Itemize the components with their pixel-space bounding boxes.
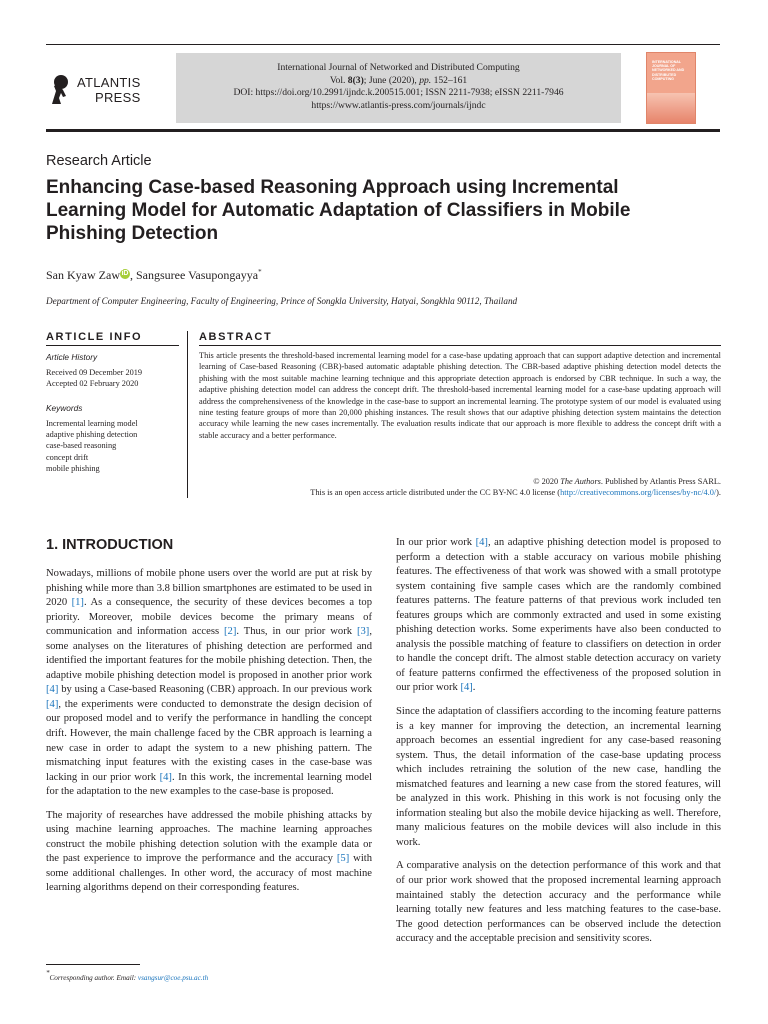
- paragraph: [46, 809, 372, 896]
- body-column-left: [46, 567, 372, 905]
- doi-line[interactable]: DOI: https://doi.org/10.2991/ijndc.k.200515.001; ISSN 2211-7938; eISSN 2211-7946: [233, 87, 564, 98]
- keyword: adaptive phishing detection: [46, 430, 138, 440]
- paragraph: A comparative analysis on the detection performance of this work and that of our prior work showed that the proposed incremental learning approach maintained stably the detection accuracy and the performance while learning totally new features and less matching features to the case-base. The good detection performances can be observed include the detection accuracy and the acceptable precision and sensitivity scores.: [396, 860, 721, 945]
- keyword: Incremental learning model: [46, 419, 138, 428]
- author-name[interactable]: San Kyaw Zaw: [46, 268, 120, 282]
- citation-link[interactable]: [3]: [356, 626, 370, 638]
- abstract-rule: [199, 345, 721, 346]
- volume-number: 8: [347, 74, 353, 86]
- copyright-year: © 2020: [533, 477, 561, 486]
- column-divider: [187, 331, 188, 498]
- article-info-rule: [46, 345, 179, 346]
- citation-link[interactable]: [4]: [460, 682, 473, 694]
- received-date: Received 09 December 2019: [46, 368, 143, 377]
- text-run: , some analyses on the literatures of phishing detection are performed and identified the important features for the mobile phishing detection. Then, the adaptive mobile phishing detection model is proposed in another prior work: [46, 626, 372, 681]
- abstract-heading: ABSTRACT: [199, 331, 273, 343]
- footnote-mark: *: [46, 969, 50, 977]
- paper-title: Enhancing Case-based Reasoning Approach using Incremental Learning Model for Automatic Adaptation of Classifiers in Mobile Phishing Detection: [46, 177, 631, 244]
- pages-label: pp.: [419, 74, 432, 86]
- article-info-heading: ARTICLE INFO: [46, 331, 143, 343]
- license-close: ).: [716, 488, 721, 498]
- accepted-date: Accepted 02 February 2020: [46, 379, 139, 389]
- volume-line: [176, 75, 621, 88]
- article-history-label: Article History: [46, 352, 98, 362]
- text-run: In our prior work: [396, 537, 476, 548]
- issue-number: (3): [352, 74, 364, 86]
- volume-prefix: Vol.: [329, 74, 348, 86]
- footnote-label: Corresponding author. Email:: [49, 974, 138, 982]
- license-text: This is an open access article distributed under the CC BY-NC 4.0 license (: [310, 488, 561, 498]
- copyright-publisher: . Published by Atlantis Press SARL.: [600, 477, 721, 486]
- license-line: [199, 487, 721, 498]
- text-run: Nowadays, millions of mobile phone users over the world are put at risk by phishing while more than 3.8 billion smartphones are estimated to be used in 2020: [46, 568, 372, 609]
- section-heading-introduction: 1. INTRODUCTION: [46, 537, 174, 553]
- text-run: .: [472, 682, 476, 694]
- keyword: case-based reasoning: [46, 441, 117, 451]
- citation-link[interactable]: [2]: [224, 626, 237, 638]
- article-type: Research Article: [46, 153, 152, 169]
- cover-title: INTERNATIONAL JOURNAL OF NETWORKED AND DISTRIBUTED COMPUTING: [652, 60, 685, 81]
- abstract-text: This article presents the threshold-based incremental learning model for a case-base updating approach that can support adaptive detection and incremental learning of Case-based Reasoning (CBR)-based automatic adaptable phishing detection. The CBR-based adaptive phishing detection model detects the phishing with the most suitable machine learning technique and this appropriate detection approach is endorsed by CBR technique. In such a way, the adaptive phishing detection model can address the concept drift. The threshold-based incremental learning model for a case-base updating approach will address the comprehensiveness of the knowledge in the case-base to support an incremental learning. The prototype system of our model is evaluated using nine testing feature groups of more than 20,000 phishing instances. The result shows that our adaptive phishing detection system maintains the detection accuracy while learning the new cases incrementally. The evaluation results indicate that our approach is more flexible to address the concept drift with a stable accuracy and a better performance.: [199, 351, 721, 440]
- text-run: , an adaptive phishing detection model is proposed to perform a detection with a stable accuracy on various mobile phishing features. The effectiveness of that work was showed with a small prototype system containing five sample cases which are the randomly combined features patterns. The feature patterns of that previous work included ten features groups which are commonly extracted and used in some existing phishing detection works. Some experiments have also been conducted to analysis the possible matching of feature to classifiers on detection in order to handle the concept drift. The almost stable detection accuracy on variety of feature patterns confirmed the effectiveness of the proposed solution in our prior work: [396, 537, 721, 694]
- citation-link[interactable]: [4]: [475, 537, 488, 548]
- keyword: concept drift: [46, 452, 89, 462]
- orcid-icon[interactable]: iD: [121, 270, 129, 277]
- copyright-line: [199, 476, 721, 487]
- keyword-list: [46, 418, 138, 474]
- journal-info-box: [176, 53, 621, 123]
- text-run: . Thus, in our prior work: [236, 626, 357, 638]
- atlas-figure-icon: [46, 74, 72, 106]
- copyright-holder: The Authors: [560, 477, 601, 486]
- logo-line1: ATLANTIS: [77, 75, 141, 90]
- logo-wordmark: [77, 75, 141, 105]
- header-bottom-rule: [46, 129, 720, 132]
- text-run: The majority of researches have addressed the mobile phishing attacks by using machine learning approaches. The machine learning approaches construct the mobile phishing detection solution with the example data or the past experience to improve the performance and the accuracy: [46, 809, 372, 865]
- logo-line2: PRESS: [95, 90, 141, 105]
- keywords-label: Keywords: [46, 403, 83, 413]
- cover-graphic: [647, 93, 695, 123]
- citation-link[interactable]: [5]: [336, 853, 350, 865]
- journal-name: International Journal of Networked and Distributed Computing: [277, 62, 520, 73]
- atlantis-press-logo[interactable]: [46, 70, 146, 110]
- pages-range: 152–161: [431, 74, 468, 86]
- text-run: with some additional challenges. In other word, the accuracy of most machine learning algorithms depend on their corresponding features.: [46, 853, 372, 894]
- license-link[interactable]: http://creativecommons.org/licenses/by-nc/4.0/: [560, 488, 717, 498]
- email-link[interactable]: vsangsur@coe.psu.ac.th: [137, 974, 209, 982]
- text-run: , the experiments were conducted to demonstrate the design decision of our proposed model and to verify the performance in handling the concept drift. However, the main challenge faced by the CBR approach is learning a new case in order to adapt the system to a new phishing pattern. The mismatching input features with the existing cases in the case-base was lacking in our prior work: [46, 698, 372, 783]
- header-top-rule: [46, 44, 720, 45]
- footnote-rule: [46, 964, 140, 965]
- text-run: . In this work, the incremental learning model for the adaptation to the new examples to the case-base is proposed.: [46, 771, 372, 798]
- volume-date: ; June (2020),: [363, 74, 420, 86]
- keyword: mobile phishing: [46, 463, 100, 473]
- author-affiliation: Department of Computer Engineering, Faculty of Engineering, Prince of Songkla University, Hatyai, Songkhla 90112, Thailand: [46, 296, 518, 306]
- author-name[interactable]: , Sangsuree Vasupongayya: [129, 268, 259, 282]
- body-column-right: [396, 536, 721, 956]
- text-run: . As a consequence, the security of these devices becomes a top priority. Moreover, mobile devices become the primary means of communication and information access: [46, 597, 372, 638]
- citation-link[interactable]: [4]: [46, 698, 59, 710]
- paragraph: Since the adaptation of classifiers according to the incoming feature patterns is a key manner for improving the detection, an incremental learning approach becomes an essential ingredient for any case-based reasoning system. Thus, the detail information of the case-base updating process which includes retraining the solution of the new case, handling the mismatched features and learning a new case from the stored features, will be analyzed in this work. Phishing in this work is not focusing only the information stealing but also the mobile device hijacking as well. Therefore, many malicious features on the mobile devices will also include in this work.: [396, 706, 721, 848]
- journal-cover-thumbnail[interactable]: [646, 52, 696, 124]
- corresponding-author-footnote: [46, 969, 208, 982]
- citation-link[interactable]: [4]: [46, 684, 59, 696]
- article-history: [46, 367, 142, 389]
- copyright-notice: [199, 476, 721, 499]
- corresponding-author-mark: *: [258, 268, 262, 276]
- citation-link[interactable]: [1]: [71, 597, 84, 609]
- text-run: by using a Case-based Reasoning (CBR) approach. In our previous work: [58, 684, 372, 696]
- journal-url[interactable]: https://www.atlantis-press.com/journals/ijndc: [311, 99, 486, 111]
- paragraph: [396, 536, 721, 696]
- author-list: [46, 268, 262, 283]
- paragraph: [46, 567, 372, 800]
- citation-link[interactable]: [4]: [159, 771, 172, 783]
